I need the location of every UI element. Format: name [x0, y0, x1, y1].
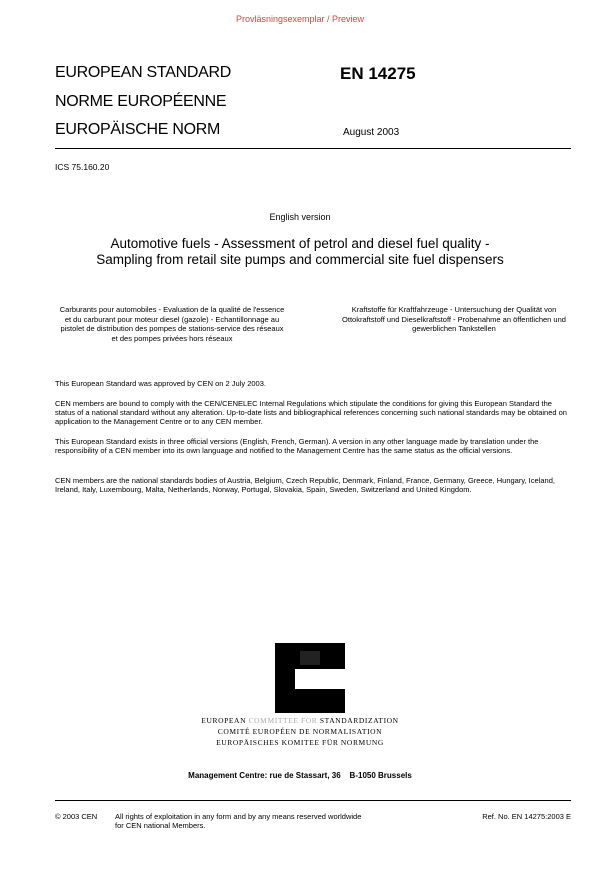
reference-number: Ref. No. EN 14275:2003 E: [482, 812, 571, 821]
compliance-paragraph: CEN members are bound to comply with the CEN/CENELEC Internal Regulations which stipulate the conditions for giving this European Standard the status of a national standard without any alteration. Up-to-date lists and bibliographical references concerning such national standards may be obtained on application to the Management Centre or to any CEN member.: [55, 399, 567, 426]
management-centre: Management Centre: rue de Stassart, 36 B-1050 Brussels: [188, 771, 412, 780]
org-name-german: EUROPÄISCHES KOMITEE FÜR NORMUNG: [216, 738, 384, 747]
ics-code: ICS 75.160.20: [55, 162, 110, 172]
org-name-english: EUROPEAN COMMITTEE FOR STANDARDIZATION: [201, 716, 399, 725]
publication-date: August 2003: [343, 127, 400, 138]
title-english: EUROPEAN STANDARD: [55, 64, 231, 81]
german-title: Kraftstoffe für Kraftfahrzeuge - Untersuchung der Qualität von Ottokraftstoff und Dieselkraftstoff - Probenahme an öffentlichen und gewerblichen Tankstellen: [342, 305, 566, 333]
version-label: English version: [269, 212, 331, 222]
main-title: Automotive fuels - Assessment of petrol and diesel fuel quality - Sampling from retail site pumps and commercial site fuel dispensers: [96, 236, 504, 267]
members-paragraph: CEN members are the national standards bodies of Austria, Belgium, Czech Republic, Denmark, Finland, France, Germany, Greece, Hungary, Iceland, Ireland, Italy, Luxembourg, Malta, Netherlands, Norway, Portugal, Slovakia, Spain, Sweden, Switzerland and United Kingdom.: [55, 476, 555, 494]
org-name-french: COMITÉ EUROPÉEN DE NORMALISATION: [217, 727, 383, 736]
header-divider: [55, 148, 571, 149]
footer-divider: [55, 800, 571, 801]
copyright: © 2003 CEN: [55, 812, 98, 821]
versions-paragraph: This European Standard exists in three official versions (English, French, German). A version in any other language made by translation under the responsibility of a CEN member into its own language and notified to the Management Centre has the same status as the official versions.: [55, 437, 539, 455]
french-title: Carburants pour automobiles - Evaluation de la qualité de l'essence et du carburant pour moteur diesel (gazole) - Echantillonnage au pistolet de distribution des pompes de stations-service des réseaux et des pompes privées hors réseaux: [59, 305, 285, 343]
rights-statement: All rights of exploitation in any form and by any means reserved worldwide for CEN national Members.: [115, 812, 362, 830]
preview-banner: Provläsningsexemplar / Preview: [235, 14, 365, 24]
cen-logo-icon: [275, 643, 345, 713]
standard-number: EN 14275: [340, 64, 416, 83]
approval-paragraph: This European Standard was approved by CEN on 2 July 2003.: [55, 379, 266, 388]
title-german: EUROPÄISCHE NORM: [55, 121, 220, 138]
title-french: NORME EUROPÉENNE: [55, 93, 227, 110]
